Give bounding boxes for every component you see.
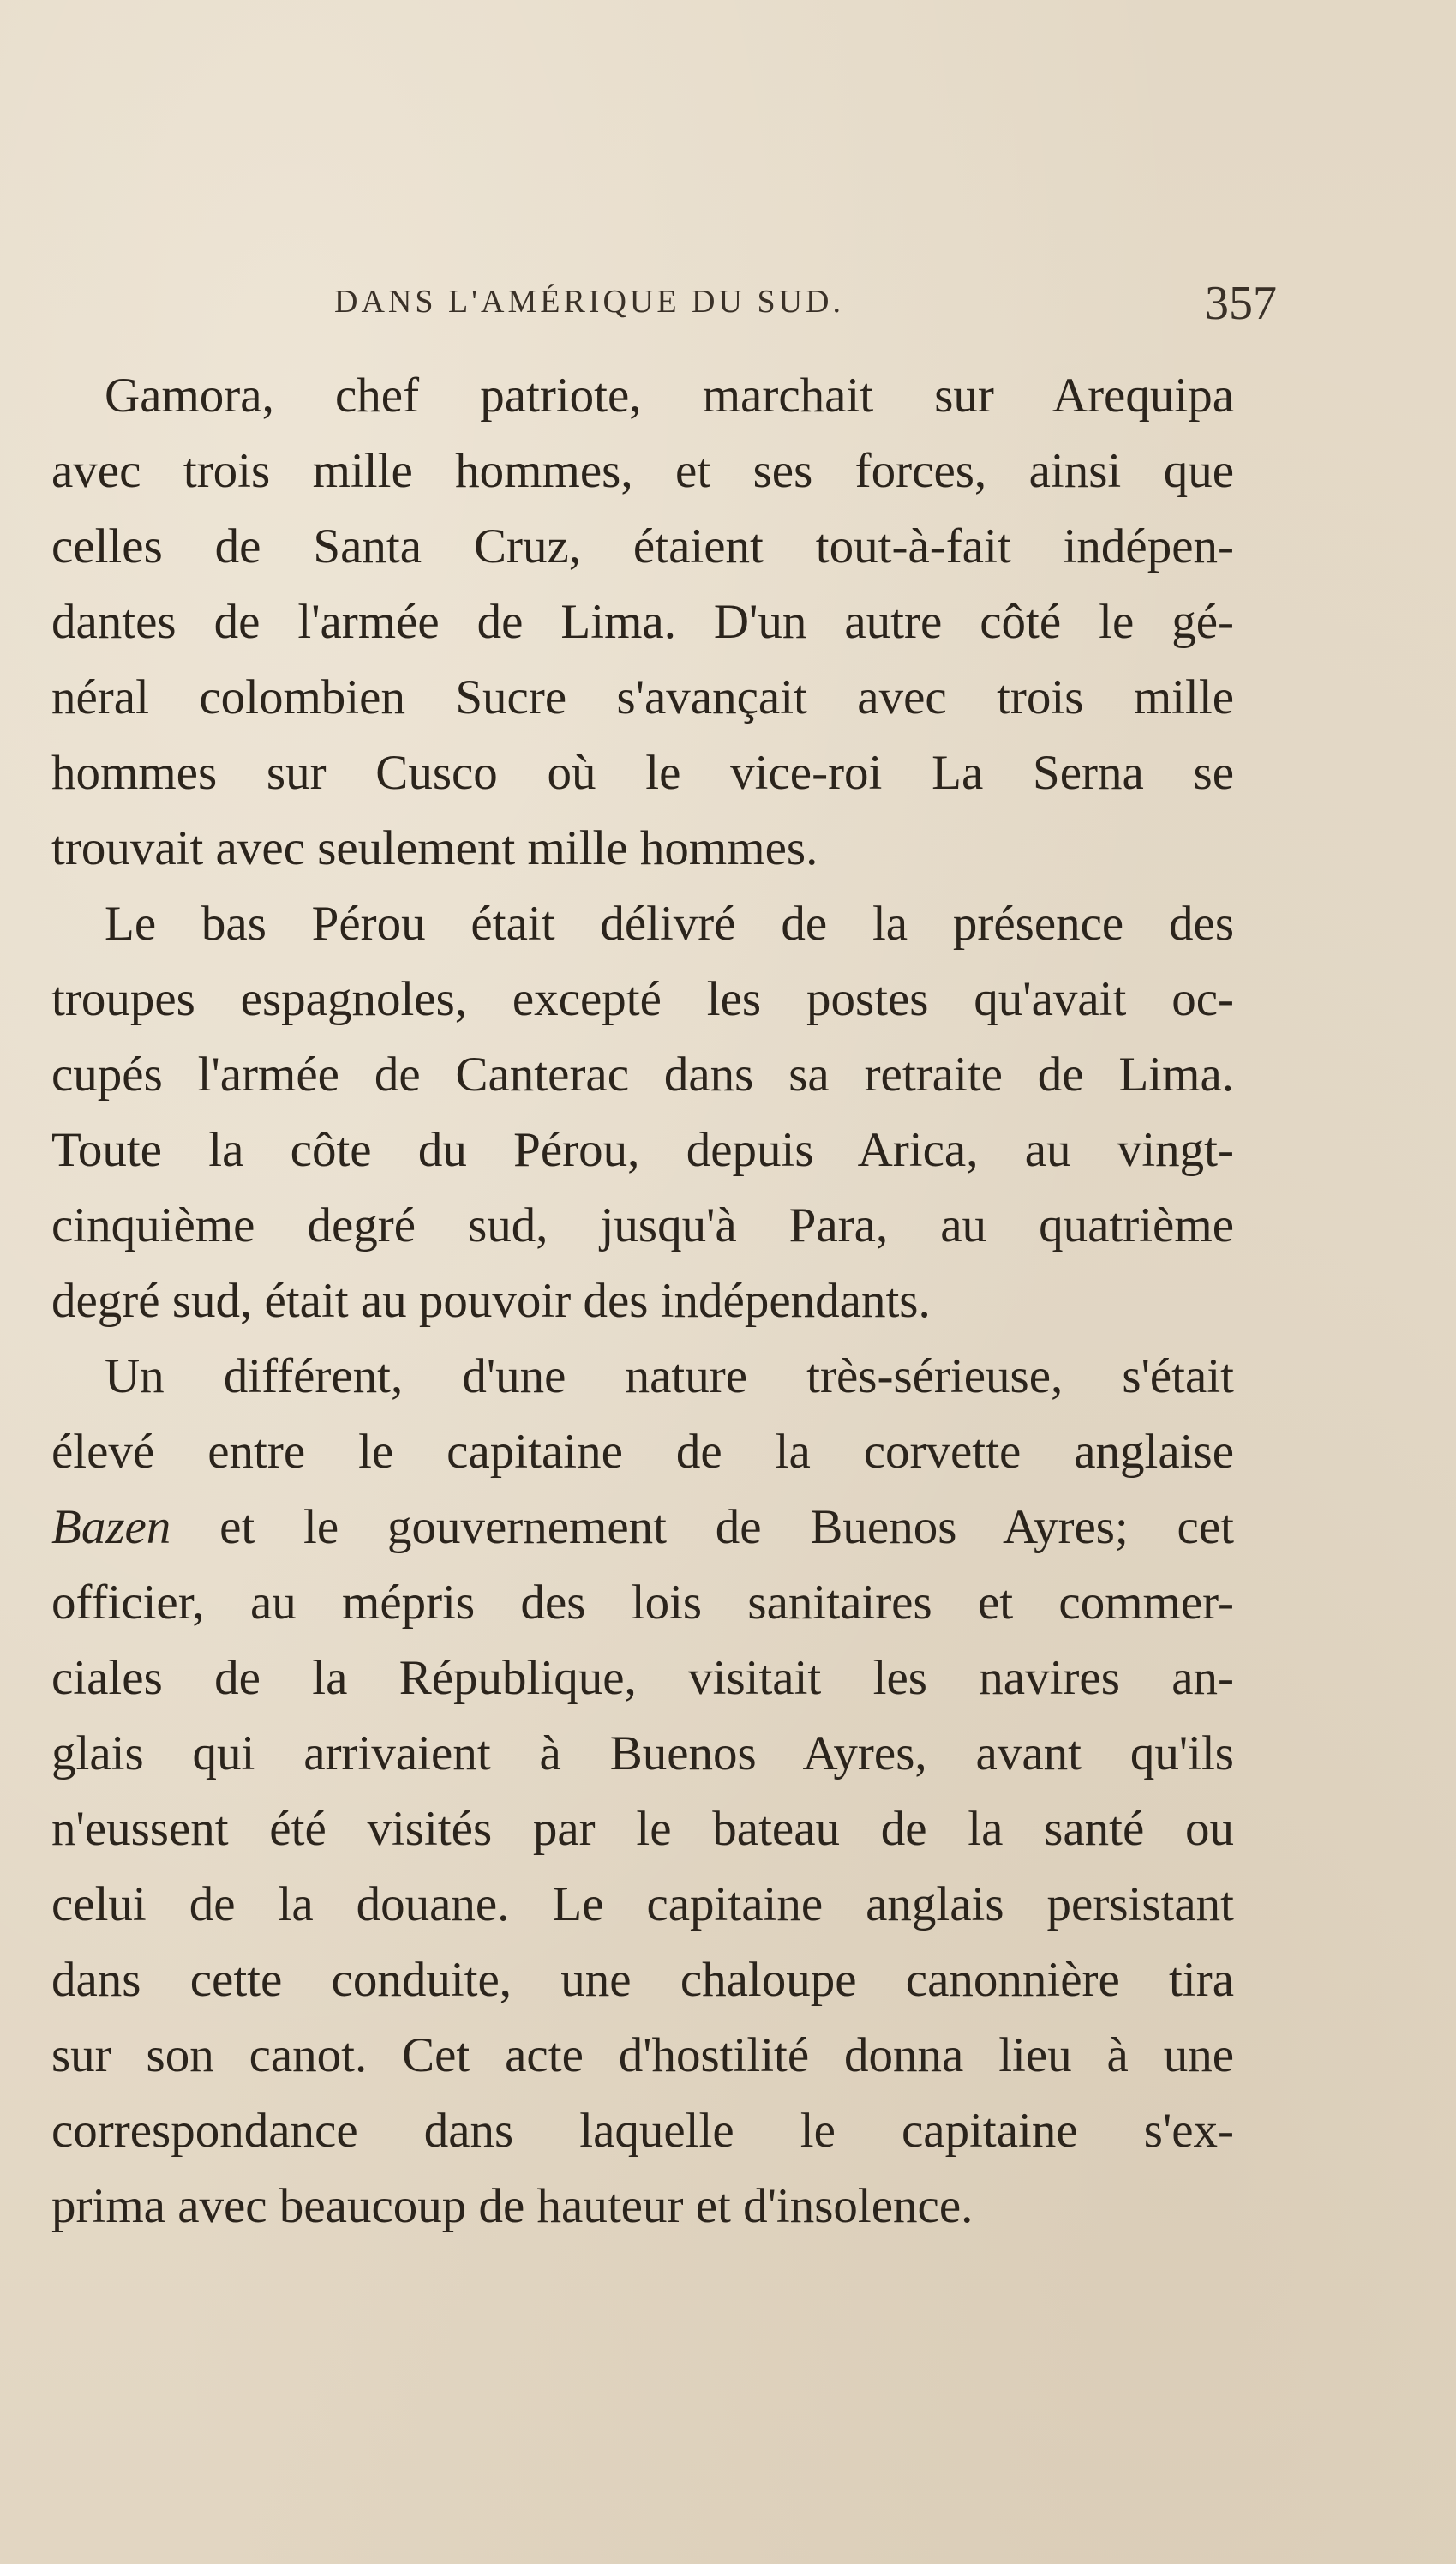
text-line: dantes de l'armée de Lima. D'un autre côté le gé- [51, 595, 1234, 649]
text-line: dans cette conduite, une chaloupe canonnière tira [51, 1953, 1234, 2007]
text-line: celui de la douane. Le capitaine anglais persistant [51, 1877, 1234, 1931]
text-line: ciales de la République, visitait les navires an- [51, 1651, 1234, 1705]
running-title: DANS L'AMÉRIQUE DU SUD. [334, 284, 844, 320]
text-line: Toute la côte du Pérou, depuis Arica, au vingt- [51, 1123, 1234, 1177]
running-head [334, 277, 1277, 334]
text-line: cupés l'armée de Canterac dans sa retraite de Lima. [51, 1048, 1234, 1102]
text-line: Le bas Pérou était délivré de la présence des [105, 897, 1234, 951]
text-line: glais qui arrivaient à Buenos Ayres, avant qu'ils [51, 1726, 1234, 1780]
text-line: sur son canot. Cet acte d'hostilité donna lieu à une [51, 2028, 1234, 2082]
body-text [51, 358, 1234, 2244]
page-number: 357 [1205, 277, 1277, 330]
text-line: hommes sur Cusco où le vice-roi La Serna se [51, 746, 1234, 800]
text-line: Gamora, chef patriote, marchait sur Arequipa [105, 369, 1234, 423]
ship-name: Bazen [51, 1500, 171, 1554]
text-line: néral colombien Sucre s'avançait avec trois mille [51, 670, 1234, 724]
text-line: avec trois mille hommes, et ses forces, ainsi que [51, 444, 1234, 498]
text-line: cinquième degré sud, jusqu'à Para, au quatrième [51, 1198, 1234, 1252]
text-line: Un différent, d'une nature très-sérieuse, s'était [105, 1349, 1234, 1403]
text-line-with-italic: Bazen et le gouvernement de Buenos Ayres; cet [51, 1500, 1234, 1554]
text-line: n'eussent été visités par le bateau de la santé ou [51, 1802, 1234, 1856]
text-line: trouvait avec seulement mille hommes. [51, 821, 818, 875]
text-line: degré sud, était au pouvoir des indépendants. [51, 1274, 931, 1328]
text-line: troupes espagnoles, excepté les postes qu'avait oc- [51, 972, 1234, 1026]
text-line: officier, au mépris des lois sanitaires et commer- [51, 1576, 1234, 1630]
text-line: correspondance dans laquelle le capitaine s'ex- [51, 2104, 1234, 2158]
text-line: élevé entre le capitaine de la corvette anglaise [51, 1425, 1234, 1479]
text-line: prima avec beaucoup de hauteur et d'insolence. [51, 2179, 974, 2233]
text-line: celles de Santa Cruz, étaient tout-à-fait indépen- [51, 519, 1234, 573]
